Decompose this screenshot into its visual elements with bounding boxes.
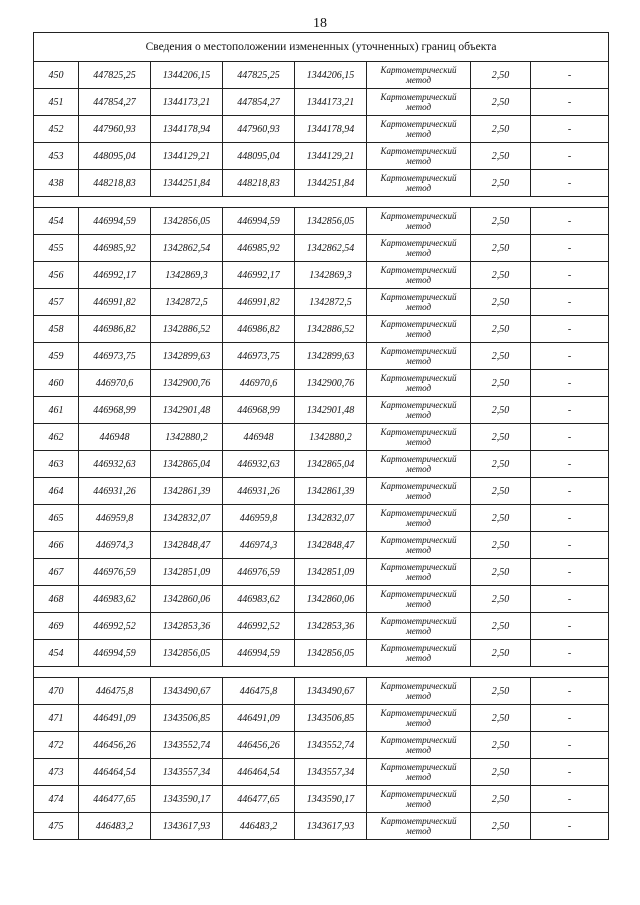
accuracy-cell: 2,50 — [471, 235, 531, 262]
point-number-cell: 450 — [34, 62, 79, 89]
y-existing-cell: 1342856,05 — [151, 208, 223, 235]
accuracy-cell: 2,50 — [471, 170, 531, 197]
point-number-cell: 458 — [34, 316, 79, 343]
table-row — [34, 678, 609, 705]
y-existing-cell: 1342851,09 — [151, 559, 223, 586]
point-number-cell: 453 — [34, 143, 79, 170]
accuracy-cell: 2,50 — [471, 89, 531, 116]
table-title: Сведения о местоположении измененных (уточненных) границ объекта — [34, 33, 609, 62]
method-cell: Картометрический метод — [367, 759, 471, 786]
x-new-cell: 447825,25 — [223, 62, 295, 89]
method-cell: Картометрический метод — [367, 505, 471, 532]
point-number-cell: 473 — [34, 759, 79, 786]
point-number-cell: 475 — [34, 813, 79, 840]
description-cell: - — [531, 613, 609, 640]
method-cell: Картометрический метод — [367, 262, 471, 289]
point-number-cell: 462 — [34, 424, 79, 451]
accuracy-cell: 2,50 — [471, 316, 531, 343]
point-number-cell: 459 — [34, 343, 79, 370]
point-number-cell: 461 — [34, 397, 79, 424]
y-existing-cell: 1342886,52 — [151, 316, 223, 343]
x-existing-cell: 446456,26 — [79, 732, 151, 759]
description-cell: - — [531, 705, 609, 732]
x-existing-cell: 448095,04 — [79, 143, 151, 170]
x-new-cell: 446970,6 — [223, 370, 295, 397]
y-new-cell: 1344173,21 — [295, 89, 367, 116]
y-new-cell: 1342848,47 — [295, 532, 367, 559]
y-new-cell: 1342853,36 — [295, 613, 367, 640]
method-cell: Картометрический метод — [367, 613, 471, 640]
point-number-cell: 454 — [34, 208, 79, 235]
x-existing-cell: 446477,65 — [79, 786, 151, 813]
method-cell: Картометрический метод — [367, 586, 471, 613]
description-cell: - — [531, 451, 609, 478]
description-cell: - — [531, 116, 609, 143]
x-new-cell: 448218,83 — [223, 170, 295, 197]
x-new-cell: 446991,82 — [223, 289, 295, 316]
y-existing-cell: 1342900,76 — [151, 370, 223, 397]
y-new-cell: 1342832,07 — [295, 505, 367, 532]
y-new-cell: 1342880,2 — [295, 424, 367, 451]
accuracy-cell: 2,50 — [471, 370, 531, 397]
method-cell: Картометрический метод — [367, 640, 471, 667]
accuracy-cell: 2,50 — [471, 705, 531, 732]
method-cell: Картометрический метод — [367, 732, 471, 759]
point-number-cell: 460 — [34, 370, 79, 397]
x-existing-cell: 446986,82 — [79, 316, 151, 343]
y-new-cell: 1342869,3 — [295, 262, 367, 289]
x-new-cell: 448095,04 — [223, 143, 295, 170]
method-cell: Картометрический метод — [367, 116, 471, 143]
method-cell: Картометрический метод — [367, 813, 471, 840]
x-existing-cell: 446983,62 — [79, 586, 151, 613]
x-existing-cell: 447825,25 — [79, 62, 151, 89]
point-number-cell: 456 — [34, 262, 79, 289]
table-row — [34, 62, 609, 89]
y-existing-cell: 1342872,5 — [151, 289, 223, 316]
table-row — [34, 208, 609, 235]
y-existing-cell: 1342899,63 — [151, 343, 223, 370]
y-new-cell: 1342899,63 — [295, 343, 367, 370]
group-separator — [34, 667, 609, 678]
point-number-cell: 438 — [34, 170, 79, 197]
x-existing-cell: 446994,59 — [79, 208, 151, 235]
table-row — [34, 343, 609, 370]
description-cell: - — [531, 424, 609, 451]
y-existing-cell: 1342901,48 — [151, 397, 223, 424]
x-new-cell: 446994,59 — [223, 208, 295, 235]
method-cell: Картометрический метод — [367, 478, 471, 505]
table-body — [34, 33, 609, 840]
x-existing-cell: 447854,27 — [79, 89, 151, 116]
accuracy-cell: 2,50 — [471, 397, 531, 424]
description-cell: - — [531, 143, 609, 170]
x-existing-cell: 448218,83 — [79, 170, 151, 197]
y-existing-cell: 1342862,54 — [151, 235, 223, 262]
method-cell: Картометрический метод — [367, 786, 471, 813]
description-cell: - — [531, 208, 609, 235]
method-cell: Картометрический метод — [367, 559, 471, 586]
point-number-cell: 457 — [34, 289, 79, 316]
x-existing-cell: 446932,63 — [79, 451, 151, 478]
x-existing-cell: 446973,75 — [79, 343, 151, 370]
accuracy-cell: 2,50 — [471, 678, 531, 705]
description-cell: - — [531, 759, 609, 786]
y-new-cell: 1343617,93 — [295, 813, 367, 840]
x-existing-cell: 447960,93 — [79, 116, 151, 143]
point-number-cell: 468 — [34, 586, 79, 613]
x-existing-cell: 446483,2 — [79, 813, 151, 840]
y-existing-cell: 1342869,3 — [151, 262, 223, 289]
y-existing-cell: 1343590,17 — [151, 786, 223, 813]
description-cell: - — [531, 732, 609, 759]
x-new-cell: 447854,27 — [223, 89, 295, 116]
method-cell: Картометрический метод — [367, 235, 471, 262]
accuracy-cell: 2,50 — [471, 289, 531, 316]
x-new-cell: 446986,82 — [223, 316, 295, 343]
x-new-cell: 446483,2 — [223, 813, 295, 840]
y-existing-cell: 1342865,04 — [151, 451, 223, 478]
x-new-cell: 446932,63 — [223, 451, 295, 478]
description-cell: - — [531, 343, 609, 370]
y-existing-cell: 1342853,36 — [151, 613, 223, 640]
x-existing-cell: 446475,8 — [79, 678, 151, 705]
method-cell: Картометрический метод — [367, 289, 471, 316]
point-number-cell: 454 — [34, 640, 79, 667]
y-existing-cell: 1343617,93 — [151, 813, 223, 840]
y-existing-cell: 1342856,05 — [151, 640, 223, 667]
table-row — [34, 89, 609, 116]
method-cell: Картометрический метод — [367, 532, 471, 559]
x-new-cell: 446475,8 — [223, 678, 295, 705]
table-row — [34, 640, 609, 667]
method-cell: Картометрический метод — [367, 397, 471, 424]
table-row — [34, 289, 609, 316]
description-cell: - — [531, 62, 609, 89]
table-row — [34, 732, 609, 759]
y-new-cell: 1342886,52 — [295, 316, 367, 343]
group-separator-row — [34, 667, 609, 678]
description-cell: - — [531, 370, 609, 397]
y-existing-cell: 1343490,67 — [151, 678, 223, 705]
x-new-cell: 446992,17 — [223, 262, 295, 289]
table-row — [34, 370, 609, 397]
x-existing-cell: 446976,59 — [79, 559, 151, 586]
table-row — [34, 316, 609, 343]
accuracy-cell: 2,50 — [471, 759, 531, 786]
x-existing-cell: 446974,3 — [79, 532, 151, 559]
accuracy-cell: 2,50 — [471, 208, 531, 235]
description-cell: - — [531, 235, 609, 262]
x-existing-cell: 446991,82 — [79, 289, 151, 316]
table-row — [34, 143, 609, 170]
table-row — [34, 116, 609, 143]
y-existing-cell: 1342860,06 — [151, 586, 223, 613]
point-number-cell: 466 — [34, 532, 79, 559]
y-existing-cell: 1344251,84 — [151, 170, 223, 197]
accuracy-cell: 2,50 — [471, 116, 531, 143]
table-row — [34, 397, 609, 424]
description-cell: - — [531, 316, 609, 343]
description-cell: - — [531, 559, 609, 586]
x-new-cell: 446456,26 — [223, 732, 295, 759]
y-new-cell: 1342872,5 — [295, 289, 367, 316]
y-existing-cell: 1343506,85 — [151, 705, 223, 732]
table-row — [34, 262, 609, 289]
table-row — [34, 559, 609, 586]
point-number-cell: 464 — [34, 478, 79, 505]
method-cell: Картометрический метод — [367, 316, 471, 343]
point-number-cell: 469 — [34, 613, 79, 640]
accuracy-cell: 2,50 — [471, 424, 531, 451]
x-new-cell: 446477,65 — [223, 786, 295, 813]
description-cell: - — [531, 89, 609, 116]
description-cell: - — [531, 586, 609, 613]
x-existing-cell: 446491,09 — [79, 705, 151, 732]
y-new-cell: 1343506,85 — [295, 705, 367, 732]
x-new-cell: 446959,8 — [223, 505, 295, 532]
x-existing-cell: 446994,59 — [79, 640, 151, 667]
x-new-cell: 446985,92 — [223, 235, 295, 262]
table-title-row — [34, 33, 609, 62]
point-number-cell: 474 — [34, 786, 79, 813]
point-number-cell: 455 — [34, 235, 79, 262]
accuracy-cell: 2,50 — [471, 143, 531, 170]
method-cell: Картометрический метод — [367, 62, 471, 89]
x-existing-cell: 446970,6 — [79, 370, 151, 397]
description-cell: - — [531, 262, 609, 289]
y-new-cell: 1344178,94 — [295, 116, 367, 143]
y-new-cell: 1342856,05 — [295, 208, 367, 235]
y-new-cell: 1343590,17 — [295, 786, 367, 813]
accuracy-cell: 2,50 — [471, 451, 531, 478]
y-new-cell: 1342851,09 — [295, 559, 367, 586]
x-new-cell: 446974,3 — [223, 532, 295, 559]
point-number-cell: 472 — [34, 732, 79, 759]
accuracy-cell: 2,50 — [471, 505, 531, 532]
table-row — [34, 505, 609, 532]
table-row — [34, 613, 609, 640]
accuracy-cell: 2,50 — [471, 732, 531, 759]
y-existing-cell: 1342861,39 — [151, 478, 223, 505]
point-number-cell: 463 — [34, 451, 79, 478]
description-cell: - — [531, 678, 609, 705]
method-cell: Картометрический метод — [367, 143, 471, 170]
boundary-coordinates-table — [33, 32, 609, 840]
y-new-cell: 1343490,67 — [295, 678, 367, 705]
description-cell: - — [531, 813, 609, 840]
y-existing-cell: 1344206,15 — [151, 62, 223, 89]
x-new-cell: 446994,59 — [223, 640, 295, 667]
y-new-cell: 1343557,34 — [295, 759, 367, 786]
table-row — [34, 586, 609, 613]
method-cell: Картометрический метод — [367, 89, 471, 116]
point-number-cell: 467 — [34, 559, 79, 586]
point-number-cell: 465 — [34, 505, 79, 532]
table-row — [34, 759, 609, 786]
y-existing-cell: 1342848,47 — [151, 532, 223, 559]
point-number-cell: 451 — [34, 89, 79, 116]
description-cell: - — [531, 505, 609, 532]
x-new-cell: 446491,09 — [223, 705, 295, 732]
x-new-cell: 446931,26 — [223, 478, 295, 505]
accuracy-cell: 2,50 — [471, 343, 531, 370]
table-row — [34, 235, 609, 262]
y-new-cell: 1344129,21 — [295, 143, 367, 170]
accuracy-cell: 2,50 — [471, 786, 531, 813]
table-row — [34, 424, 609, 451]
x-new-cell: 446948 — [223, 424, 295, 451]
x-new-cell: 446968,99 — [223, 397, 295, 424]
accuracy-cell: 2,50 — [471, 62, 531, 89]
method-cell: Картометрический метод — [367, 208, 471, 235]
table-row — [34, 451, 609, 478]
table-row — [34, 170, 609, 197]
table-row — [34, 478, 609, 505]
accuracy-cell: 2,50 — [471, 532, 531, 559]
table-row — [34, 813, 609, 840]
point-number-cell: 470 — [34, 678, 79, 705]
y-new-cell: 1343552,74 — [295, 732, 367, 759]
table-row — [34, 532, 609, 559]
accuracy-cell: 2,50 — [471, 613, 531, 640]
description-cell: - — [531, 397, 609, 424]
description-cell: - — [531, 478, 609, 505]
x-new-cell: 446983,62 — [223, 586, 295, 613]
point-number-cell: 471 — [34, 705, 79, 732]
x-existing-cell: 446464,54 — [79, 759, 151, 786]
y-new-cell: 1342901,48 — [295, 397, 367, 424]
description-cell: - — [531, 786, 609, 813]
x-existing-cell: 446931,26 — [79, 478, 151, 505]
y-existing-cell: 1344173,21 — [151, 89, 223, 116]
method-cell: Картометрический метод — [367, 170, 471, 197]
x-existing-cell: 446968,99 — [79, 397, 151, 424]
y-new-cell: 1342856,05 — [295, 640, 367, 667]
y-new-cell: 1344251,84 — [295, 170, 367, 197]
accuracy-cell: 2,50 — [471, 813, 531, 840]
y-new-cell: 1342861,39 — [295, 478, 367, 505]
x-existing-cell: 446992,52 — [79, 613, 151, 640]
accuracy-cell: 2,50 — [471, 478, 531, 505]
description-cell: - — [531, 532, 609, 559]
point-number-cell: 452 — [34, 116, 79, 143]
x-existing-cell: 446959,8 — [79, 505, 151, 532]
x-new-cell: 447960,93 — [223, 116, 295, 143]
x-existing-cell: 446992,17 — [79, 262, 151, 289]
method-cell: Картометрический метод — [367, 451, 471, 478]
group-separator-row — [34, 197, 609, 208]
page-number: 18 — [313, 16, 327, 31]
table-row — [34, 786, 609, 813]
accuracy-cell: 2,50 — [471, 262, 531, 289]
method-cell: Картометрический метод — [367, 678, 471, 705]
y-existing-cell: 1342832,07 — [151, 505, 223, 532]
table-row — [34, 705, 609, 732]
x-existing-cell: 446948 — [79, 424, 151, 451]
y-new-cell: 1342860,06 — [295, 586, 367, 613]
x-new-cell: 446992,52 — [223, 613, 295, 640]
method-cell: Картометрический метод — [367, 705, 471, 732]
description-cell: - — [531, 289, 609, 316]
x-new-cell: 446464,54 — [223, 759, 295, 786]
y-existing-cell: 1343552,74 — [151, 732, 223, 759]
y-new-cell: 1342900,76 — [295, 370, 367, 397]
accuracy-cell: 2,50 — [471, 640, 531, 667]
y-existing-cell: 1343557,34 — [151, 759, 223, 786]
y-new-cell: 1342862,54 — [295, 235, 367, 262]
y-new-cell: 1344206,15 — [295, 62, 367, 89]
accuracy-cell: 2,50 — [471, 559, 531, 586]
y-new-cell: 1342865,04 — [295, 451, 367, 478]
x-new-cell: 446976,59 — [223, 559, 295, 586]
y-existing-cell: 1342880,2 — [151, 424, 223, 451]
description-cell: - — [531, 640, 609, 667]
group-separator — [34, 197, 609, 208]
method-cell: Картометрический метод — [367, 424, 471, 451]
y-existing-cell: 1344129,21 — [151, 143, 223, 170]
description-cell: - — [531, 170, 609, 197]
y-existing-cell: 1344178,94 — [151, 116, 223, 143]
x-existing-cell: 446985,92 — [79, 235, 151, 262]
method-cell: Картометрический метод — [367, 370, 471, 397]
method-cell: Картометрический метод — [367, 343, 471, 370]
accuracy-cell: 2,50 — [471, 586, 531, 613]
x-new-cell: 446973,75 — [223, 343, 295, 370]
